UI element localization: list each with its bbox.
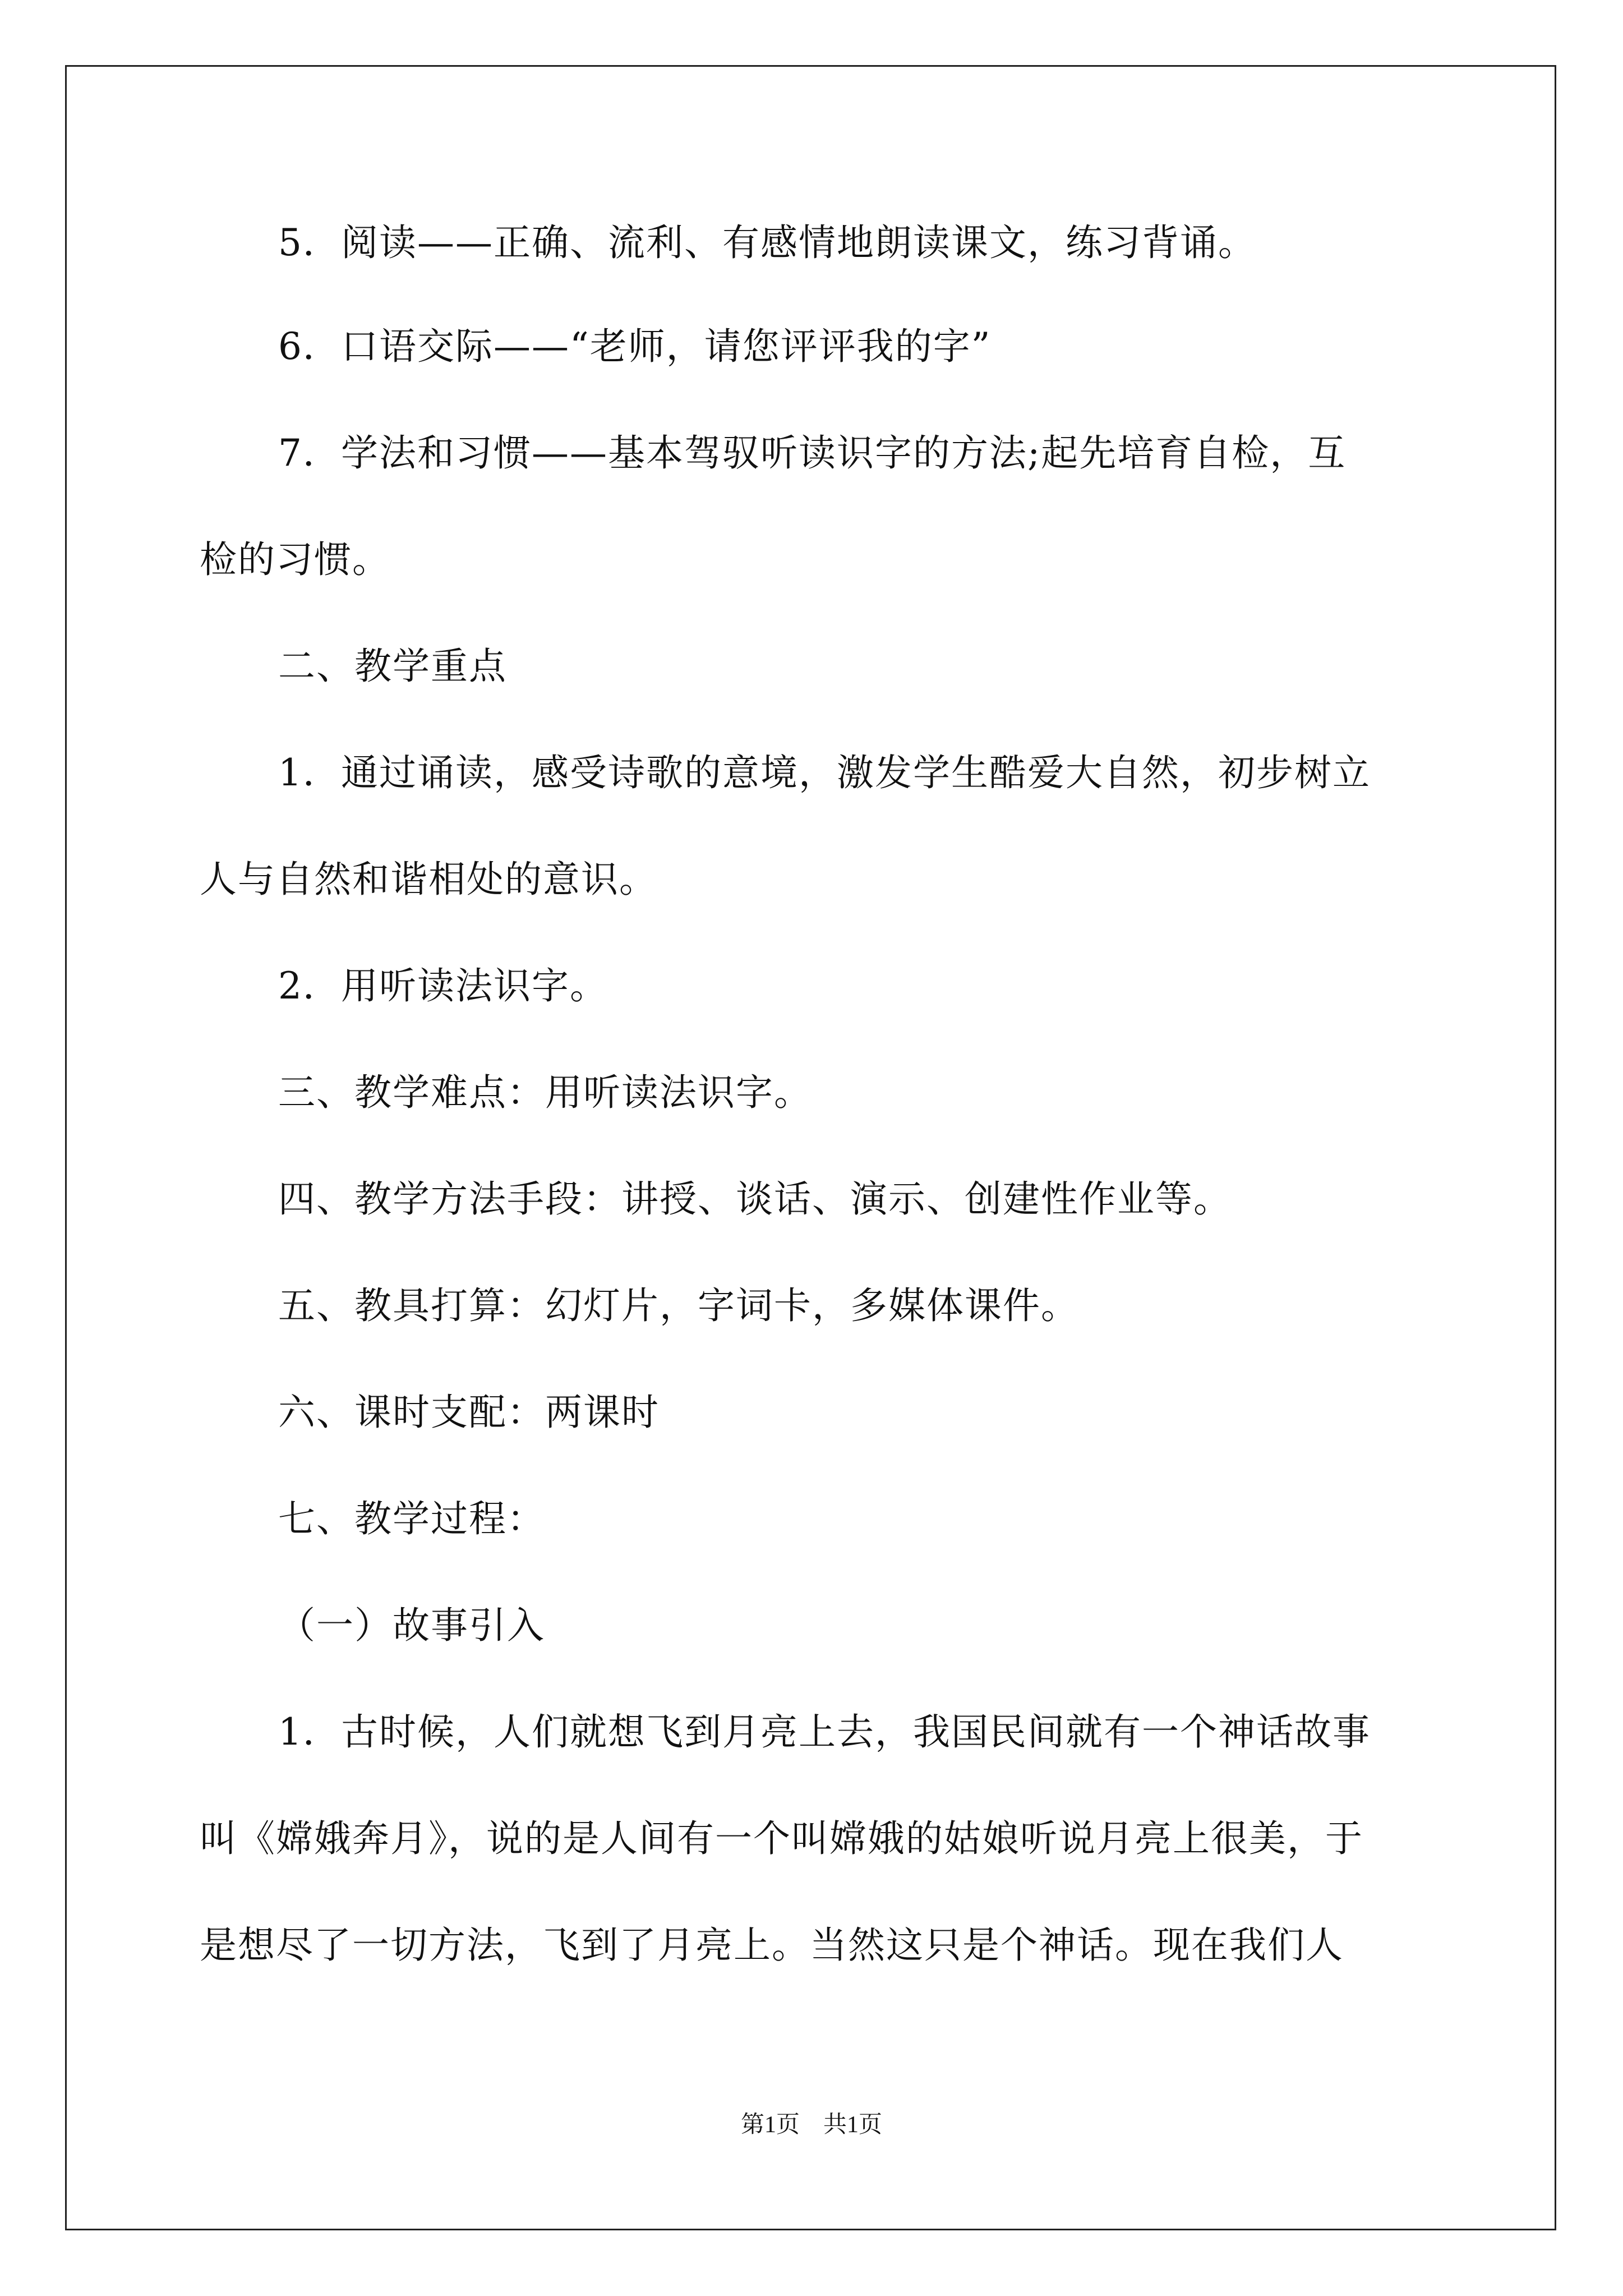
page-number: 第1页 共1页 <box>740 2112 882 2138</box>
paragraph-line: 7．学法和习惯——基本驾驭听读识字的方法;起先培育自检，互 <box>278 431 1347 475</box>
paragraph-line: 叫《嫦娥奔月》，说的是人间有一个叫嫦娥的姑娘听说月亮上很美，于 <box>200 1817 1363 1860</box>
page-border <box>65 65 1556 2230</box>
section-heading: 二、教学重点 <box>278 645 507 688</box>
paragraph-line: 2．用听读法识字。 <box>278 964 608 1007</box>
paragraph-line: 检的习惯。 <box>200 538 390 581</box>
paragraph-line: 1．通过诵读，感受诗歌的意境，激发学生酷爱大自然，初步树立 <box>278 751 1371 794</box>
paragraph-line: 5．阅读——正确、流利、有感情地朗读课文，练习背诵。 <box>278 221 1256 264</box>
paragraph-line: 人与自然和谐相处的意识。 <box>200 858 657 901</box>
section-heading: 三、教学难点：用听读法识字。 <box>278 1071 812 1114</box>
subsection-heading: （一）故事引入 <box>278 1604 545 1647</box>
section-heading: 五、教具打算：幻灯片，字词卡，多媒体课件。 <box>278 1284 1079 1327</box>
section-heading: 四、教学方法手段：讲授、谈话、演示、创建性作业等。 <box>278 1177 1232 1221</box>
section-heading: 六、课时支配：两课时 <box>278 1391 660 1434</box>
paragraph-line: 6．口语交际——“老师，请您评评我的字” <box>278 325 992 368</box>
paragraph-line: 是想尽了一切方法，飞到了月亮上。当然这只是个神话。现在我们人 <box>200 1924 1344 1967</box>
paragraph-line: 1．古时候，人们就想飞到月亮上去，我国民间就有一个神话故事 <box>278 1710 1371 1754</box>
section-heading: 七、教学过程： <box>278 1497 545 1540</box>
